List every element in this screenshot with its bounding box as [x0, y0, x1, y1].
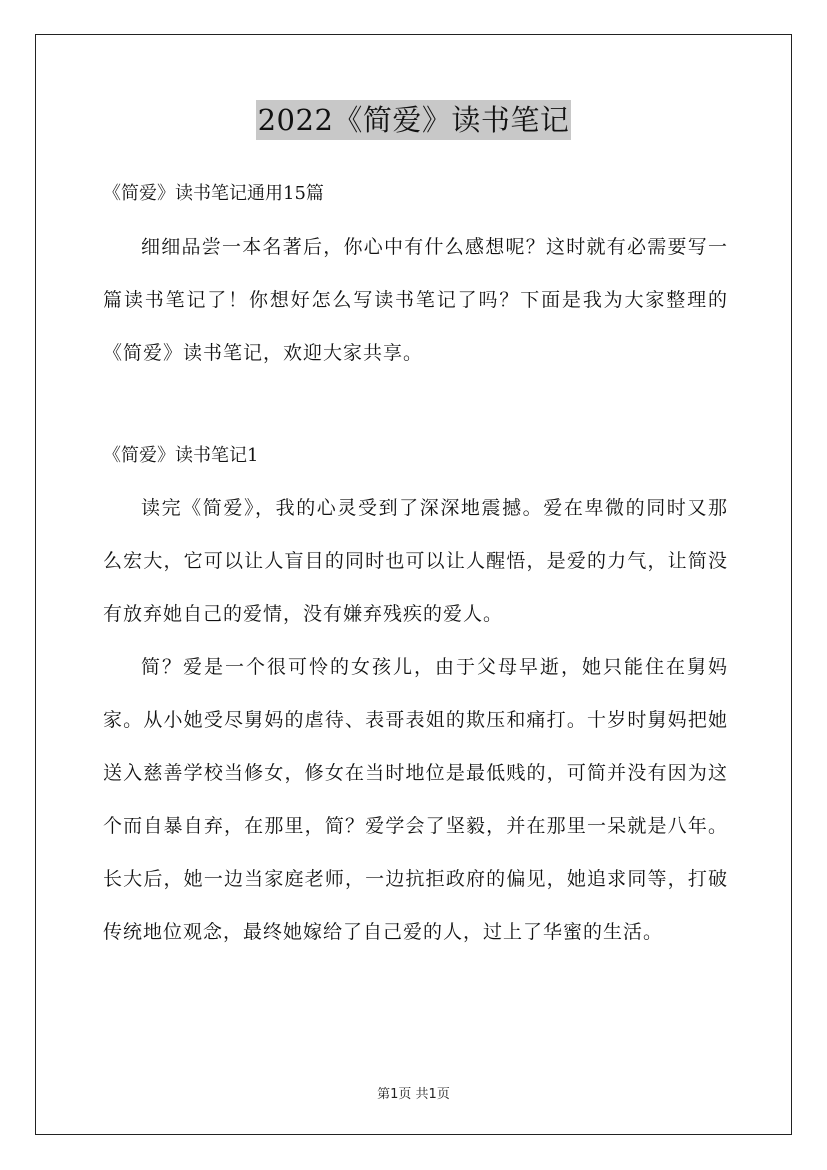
page-number: 第1页 共1页	[377, 1087, 450, 1102]
document-body	[103, 172, 728, 959]
document-subtitle: 《简爱》读书笔记通用15篇	[103, 183, 324, 204]
body-paragraph: 读完《简爱》，我的心灵受到了深深地震撼。爱在卑微的同时又那么宏大，它可以让人盲目的同时也可以让人醒悟，是爱的力气，让简没有放弃她自己的爱情，没有嫌弃残疾的爱人。	[103, 497, 728, 625]
body-paragraph: 简？爱是一个很可怜的女孩儿，由于父母早逝，她只能住在舅妈家。从小她受尽舅妈的虐待、表哥表姐的欺压和痛打。十岁时舅妈把她送入慈善学校当修女，修女在当时地位是最低贱的，可简并没有因为这个而自暴自弃，在那里，简？爱学会了坚毅，并在那里一呆就是八年。长大后，她一边当家庭老师，一边抗拒政府的偏见，她追求同等，打破传统地位观念，最终她嫁给了自己爱的人，过上了华蜜的生活。	[103, 656, 728, 943]
title-container	[0, 100, 827, 140]
document-title: 2022《简爱》读书笔记	[256, 100, 572, 140]
page-footer	[0, 1083, 827, 1102]
section-heading: 《简爱》读书笔记1	[103, 445, 259, 466]
intro-paragraph: 细细品尝一本名著后，你心中有什么感想呢？这时就有必需要写一篇读书笔记了！你想好怎么写读书笔记了吗？下面是我为大家整理的《简爱》读书笔记，欢迎大家共享。	[103, 236, 728, 364]
